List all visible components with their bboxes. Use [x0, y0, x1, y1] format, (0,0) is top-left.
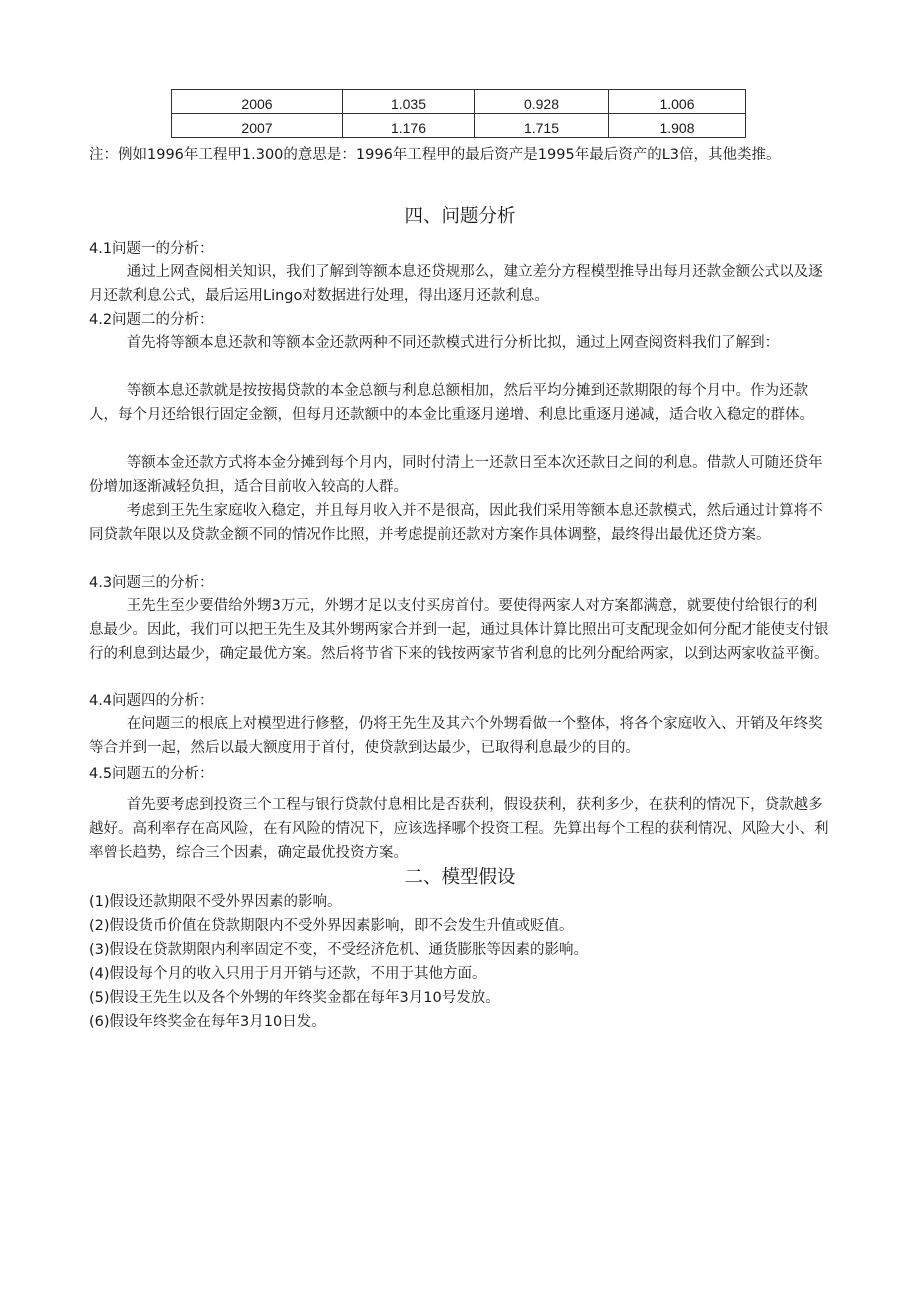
q4-label: 4.4问题四的分析：	[89, 693, 214, 709]
section-title-problem-analysis: 四、问题分析	[404, 206, 516, 227]
q3-label: 4.3问题三的分析：	[89, 575, 214, 591]
q3-text: 王先生至少要借给外甥3万元，外甥才足以支付买房首付。要使得两家人对方案都满意，就要使付给银行的利息最少。因此，我们可以把王先生及其外甥两家合并到一起，通过具体计算比照出可支配现金如何分配才能使支付银行的利息到达最少，确定最优方案。然后将节省下来的钱按两家节省利息的比列分配给两家，以到达两家收益平衡。	[89, 598, 829, 662]
assumption-item: (4)假设每个月的收入只用于月开销与还款，不用于其他方面。	[89, 966, 487, 982]
section-title-model-assumptions: 二、模型假设	[404, 867, 516, 888]
table-cell: 0.928	[475, 90, 609, 114]
q2-text-3: 等额本金还款方式将本金分摊到每个月内，同时付清上一还款日至本次还款日之间的利息。借款人可随还贷年份增加逐渐减轻负担，适合目前收入较高的人群。	[89, 455, 823, 495]
table-cell: 1.006	[609, 90, 746, 114]
yield-table	[171, 89, 746, 138]
table-cell: 1.176	[343, 114, 475, 138]
table-cell: 2007	[172, 114, 343, 138]
table-row	[172, 90, 746, 114]
q2-text-4: 考虑到王先生家庭收入稳定，并且每月收入并不是很高，因此我们采用等额本息还款模式，然后通过计算将不同贷款年限以及贷款金额不同的情况作比照，并考虑提前还款对方案作具体调整，最终得出最优还贷方案。	[89, 503, 823, 543]
table-cell: 1.715	[475, 114, 609, 138]
assumption-item: (5)假设王先生以及各个外甥的年终奖金都在每年3月10号发放。	[89, 990, 500, 1006]
assumption-item: (6)假设年终奖金在每年3月10日发。	[89, 1014, 326, 1030]
q2-label: 4.2问题二的分析：	[89, 312, 214, 328]
assumption-item: (2)假设货币价值在贷款期限内不受外界因素影响，即不会发生升值或贬值。	[89, 918, 574, 934]
q5-text: 首先要考虑到投资三个工程与银行贷款付息相比是否获利，假设获利，获利多少，在获利的情况下，贷款越多越好。高利率存在高风险，在有风险的情况下，应该选择哪个投资工程。先算出每个工程的获利情况、风险大小、利率曾长趋势，综合三个因素，确定最优投资方案。	[89, 797, 829, 861]
q2-text-2: 等额本息还款就是按按揭贷款的本金总额与利息总额相加，然后平均分摊到还款期限的每个月中。作为还款人，每个月还给银行固定金额，但每月还款额中的本金比重逐月递增、利息比重逐月递减，适合收入稳定的群体。	[89, 383, 814, 423]
assumption-item: (3)假设在贷款期限内利率固定不变，不受经济危机、通货膨胀等因素的影响。	[89, 942, 589, 958]
table-cell: 1.035	[343, 90, 475, 114]
table-cell: 1.908	[609, 114, 746, 138]
table-cell: 2006	[172, 90, 343, 114]
q4-text: 在问题三的根底上对模型进行修整，仍将王先生及其六个外甥看做一个整体，将各个家庭收入、开销及年终奖等合并到一起，然后以最大额度用于首付，使贷款到达最少，已取得利息最少的目的。	[89, 716, 823, 756]
assumption-item: (1)假设还款期限不受外界因素的影响。	[89, 894, 342, 910]
table-row	[172, 114, 746, 138]
q2-text-1: 首先将等额本息还款和等额本金还款两种不同还款模式进行分析比拟，通过上网查阅资料我们了解到：	[126, 335, 780, 351]
q1-text: 通过上网查阅相关知识，我们了解到等额本息还贷规那么，建立差分方程模型推导出每月还款金额公式以及逐月还款利息公式，最后运用Lingo对数据进行处理，得出逐月还款利息。	[89, 264, 823, 304]
q5-label: 4.5问题五的分析：	[89, 766, 214, 782]
table-note: 注：例如1996年工程甲1.300的意思是：1996年工程甲的最后资产是1995年最后资产的L3倍，其他类推。	[89, 147, 781, 163]
q1-label: 4.1问题一的分析：	[89, 241, 214, 257]
